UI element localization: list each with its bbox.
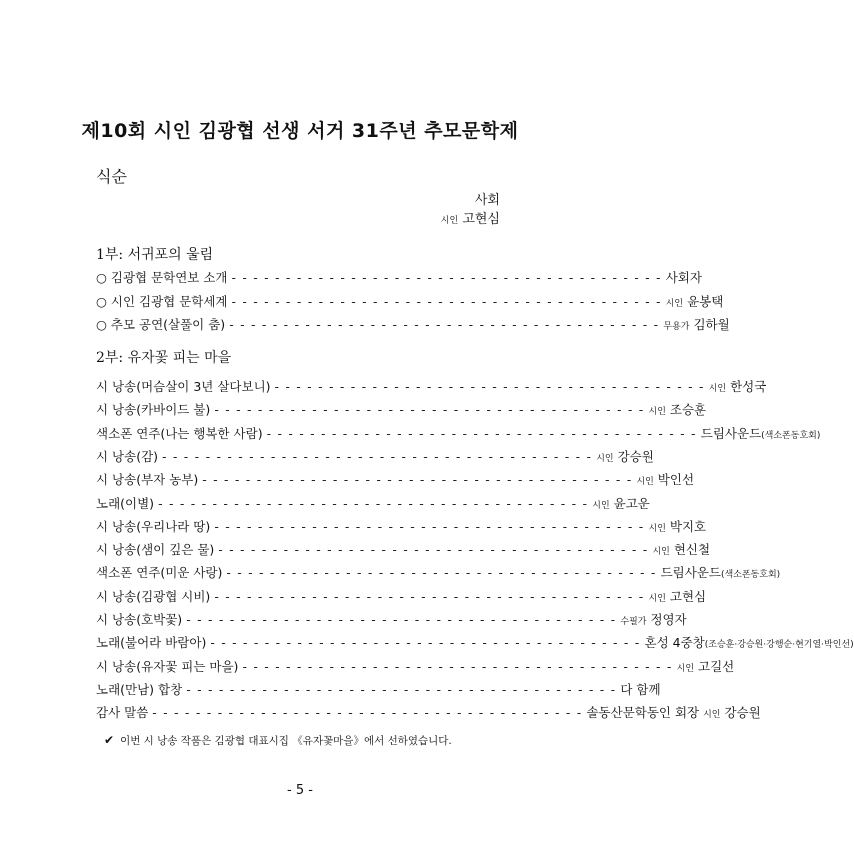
leader-dashes: - - - - - - - - - - - - - - - - - - - - - - - - - - - - - - - - - - - - - - - - (202, 472, 633, 488)
performer-name: 드림사운드 (700, 425, 762, 441)
performer-group: (조승훈·강승원·강행순·현기열·박인선) (704, 640, 854, 651)
performer-name: 윤고운 (613, 495, 650, 511)
program-item (96, 587, 707, 605)
leader-dashes: - - - - - - - - - - - - - - - - - - - - - - - - - - - - - - - - - - - - - - - - (186, 612, 617, 627)
program-item (96, 517, 707, 535)
performer-title: 시인 (665, 298, 684, 309)
part2-heading: 2부: 유자꽃 피는 마을 (96, 350, 232, 366)
performer-title: 시인 (636, 477, 654, 488)
leader-dashes: - - - - - - - - - - - - - - - - - - - - - - - - - - - - - - - - - - - - - - - - (218, 542, 649, 558)
performer-name: 윤봉택 (687, 293, 724, 309)
performer-title: 수필가 (620, 617, 647, 627)
performer-name: 강승원 (617, 448, 654, 464)
performer-title: 시인 (676, 663, 695, 674)
program-item (96, 563, 781, 581)
item-label: 감사 말씀 (96, 705, 149, 721)
program-item (96, 703, 761, 721)
leader-dashes: - - - - - - - - - - - - - - - - - - - - - - - - - - - - - - - - - - - - - - - - (152, 705, 583, 721)
program-item (96, 680, 661, 698)
item-label: ○ 김광협 문학연보 소개 (96, 270, 228, 285)
host-role: 사회 (474, 193, 500, 208)
host-prefix: 시인 (440, 216, 459, 226)
program-item (96, 400, 707, 418)
item-performer (652, 540, 710, 558)
page-title: 제10회 시인 김광협 선생 서거 31주년 추모문학제 (81, 120, 519, 142)
item-performer (649, 517, 707, 535)
leader-dashes: - - - - - - - - - - - - - - - - - - - - - - - - - - - - - - - - - - - - - - - - (186, 681, 617, 697)
leader-dashes: - - - - - - - - - - - - - - - - - - - - - - - - - - - - - - - - - - - - - - - - (231, 270, 662, 285)
item-label: 노래(불어라 바람아) (96, 635, 207, 651)
performer-title: 무용가 (663, 322, 690, 332)
leader-dashes: - - - - - - - - - - - - - - - - - - - - - - - - - - - - - - - - - - - - - - - - (158, 495, 589, 511)
item-performer (620, 680, 660, 698)
item-label: 시 낭송(감) (96, 448, 159, 464)
item-label: 시 낭송(호박꽃) (96, 612, 183, 627)
note-text: 이번 시 낭송 작품은 김광협 대표시집 《유자꽃마을》에서 선하였습니다. (120, 735, 452, 747)
leader-dashes: - - - - - - - - - - - - - - - - - - - - - - - - - - - - - - - - - - - - - - - - (266, 425, 697, 441)
program-item (96, 470, 695, 488)
performer-name: 한성국 (730, 379, 767, 394)
performer-name: 혼성 4중창 (644, 635, 705, 651)
item-label: 노래(이별) (96, 495, 155, 511)
program-item (96, 540, 711, 558)
host-block (441, 191, 500, 231)
program-item (96, 315, 730, 333)
program-item (96, 633, 854, 651)
item-performer (649, 587, 707, 605)
program-item (96, 447, 654, 465)
page-number: - 5 - (287, 783, 313, 798)
performer-group: (색소폰동호회) (720, 570, 781, 581)
leader-dashes: - - - - - - - - - - - - - - - - - - - - - - - - - - - - - - - - - - - - - - - - (231, 293, 662, 309)
performer-name: 사회자 (665, 270, 702, 285)
item-performer (701, 424, 821, 442)
performer-name: 박지호 (669, 518, 707, 534)
leader-dashes: - - - - - - - - - - - - - - - - - - - - - - - - - - - - - - - - - - - - - - - - (242, 658, 673, 674)
host-name: 고현심 (462, 212, 500, 227)
performer-name: 강승원 (724, 705, 761, 721)
performer-name: 현신철 (673, 542, 711, 558)
performer-name: 다 함께 (620, 681, 661, 697)
item-label: 시 낭송(부자 농부) (96, 472, 199, 488)
item-label: 색소폰 연주(미운 사랑) (96, 565, 223, 581)
item-label: 색소폰 연주(나는 행복한 사람) (96, 425, 263, 441)
program-item (96, 610, 687, 628)
item-label: ○ 추모 공연(살풀이 춤) (96, 317, 226, 332)
section-heading: 식순 (96, 167, 127, 186)
performer-title: 시인 (703, 710, 721, 721)
item-performer (645, 633, 854, 651)
item-performer (661, 563, 781, 581)
item-performer (596, 447, 654, 465)
item-performer (649, 400, 707, 418)
performer-name: 정영자 (650, 612, 687, 627)
item-label: 시 낭송(유자꽃 피는 마을) (96, 658, 239, 674)
performer-name: 드림사운드 (660, 565, 721, 581)
leader-dashes: - - - - - - - - - - - - - - - - - - - - - - - - - - - - - - - - - - - - - - - - (214, 588, 645, 604)
performer-title: 시인 (596, 453, 614, 464)
performer-name: 고현심 (669, 588, 707, 604)
leader-dashes: - - - - - - - - - - - - - - - - - - - - - - - - - - - - - - - - - - - - - - - - (229, 317, 660, 332)
performer-group: (색소폰동호회) (761, 430, 821, 441)
item-label: ○ 시인 김광협 문학세계 (96, 293, 228, 309)
leader-dashes: - - - - - - - - - - - - - - - - - - - - - - - - - - - - - - - - - - - - - - - - (274, 379, 705, 394)
item-performer (709, 377, 767, 395)
leader-dashes: - - - - - - - - - - - - - - - - - - - - - - - - - - - - - - - - - - - - - - - - (226, 565, 657, 581)
item-label: 시 낭송(카바이드 불) (96, 402, 211, 418)
item-performer (663, 315, 729, 333)
part1-heading: 1부: 서귀포의 울림 (96, 247, 214, 263)
performer-title: 시인 (592, 500, 610, 511)
program-item (96, 268, 702, 286)
program-item (96, 292, 724, 310)
item-performer (636, 470, 694, 488)
program-item (96, 377, 767, 395)
performer-name: 고길선 (698, 658, 735, 674)
performer-title: 시인 (648, 407, 666, 418)
item-label: 시 낭송(김광협 시비) (96, 588, 211, 604)
item-performer (586, 703, 760, 721)
performer-title: 시인 (648, 523, 666, 534)
item-label: 시 낭송(샘이 깊은 물) (96, 542, 215, 558)
item-label: 노래(만남) 합창 (96, 681, 183, 697)
item-label: 시 낭송(우리나라 땅) (96, 518, 211, 534)
leader-dashes: - - - - - - - - - - - - - - - - - - - - - - - - - - - - - - - - - - - - - - - - (210, 635, 641, 651)
leader-dashes: - - - - - - - - - - - - - - - - - - - - - - - - - - - - - - - - - - - - - - - - (162, 448, 593, 464)
item-performer (677, 657, 735, 675)
performer-name: 김하월 (693, 317, 730, 332)
leader-dashes: - - - - - - - - - - - - - - - - - - - - - - - - - - - - - - - - - - - - - - - - (214, 402, 645, 418)
leader-dashes: - - - - - - - - - - - - - - - - - - - - - - - - - - - - - - - - - - - - - - - - (214, 518, 645, 534)
check-icon: ✔ (104, 733, 115, 747)
host-name-line (441, 210, 500, 231)
item-label: 시 낭송(머슴살이 3년 살다보니) (96, 379, 271, 394)
performer-title: 시인 (708, 384, 727, 394)
performer-title: 시인 (652, 547, 670, 558)
performer-name: 솔동산문학동인 회장 (586, 705, 700, 721)
program-item (96, 424, 821, 442)
item-performer (620, 610, 686, 628)
performer-name: 박인선 (657, 472, 695, 488)
item-performer (666, 292, 724, 310)
item-performer (592, 494, 650, 512)
performer-name: 조승훈 (669, 402, 707, 418)
program-item (96, 494, 650, 512)
performer-title: 시인 (648, 593, 666, 604)
item-performer (666, 268, 702, 286)
program-note (104, 733, 452, 748)
program-item (96, 657, 735, 675)
